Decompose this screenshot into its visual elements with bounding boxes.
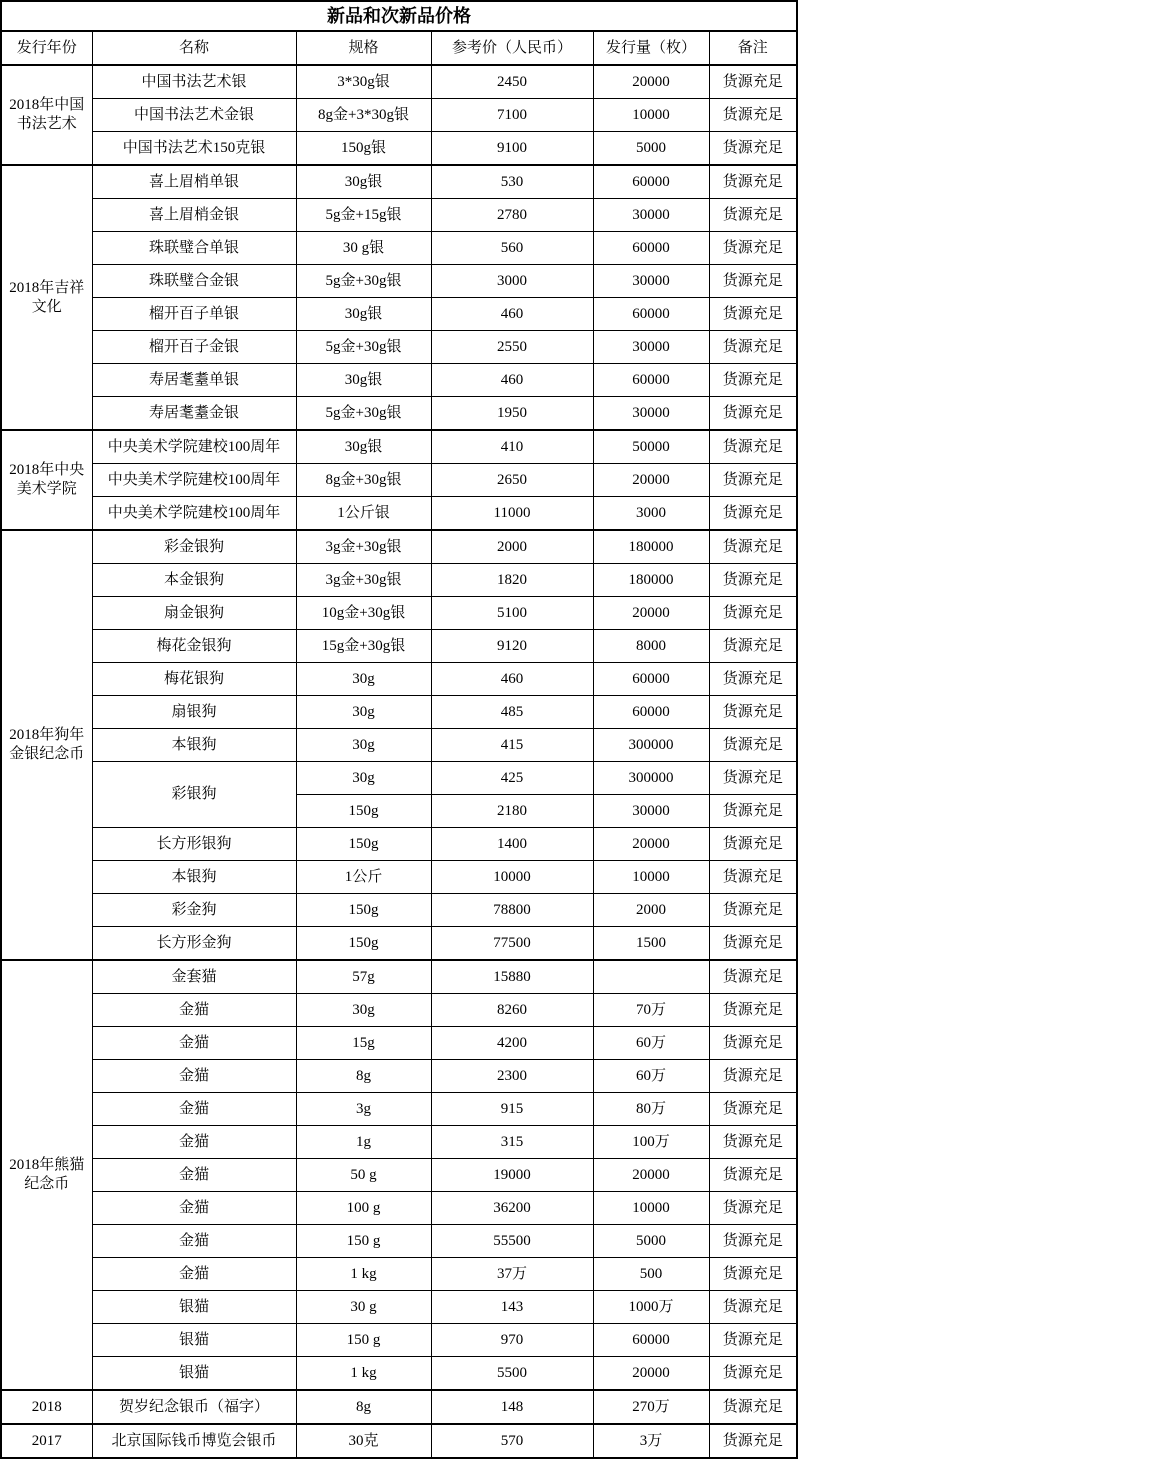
mintage-cell: 60000 — [593, 165, 709, 199]
price-cell: 2650 — [431, 464, 593, 497]
spec-cell: 30g — [296, 729, 431, 762]
note-cell: 货源充足 — [709, 1324, 797, 1357]
note-cell: 货源充足 — [709, 994, 797, 1027]
mintage-cell: 300000 — [593, 762, 709, 795]
note-cell: 货源充足 — [709, 1159, 797, 1192]
header-cell: 发行年份 — [1, 31, 92, 65]
price-cell: 1400 — [431, 828, 593, 861]
table-row — [1, 1291, 797, 1324]
price-cell: 2450 — [431, 65, 593, 99]
spec-cell: 150g — [296, 795, 431, 828]
price-cell: 4200 — [431, 1027, 593, 1060]
spec-cell: 150g — [296, 894, 431, 927]
name-cell: 金猫 — [92, 1060, 296, 1093]
spec-cell: 1公斤 — [296, 861, 431, 894]
spec-cell: 8g金+30g银 — [296, 464, 431, 497]
header-cell: 参考价（人民币） — [431, 31, 593, 65]
table-row — [1, 1192, 797, 1225]
name-cell: 喜上眉梢金银 — [92, 199, 296, 232]
name-cell: 喜上眉梢单银 — [92, 165, 296, 199]
name-cell: 金猫 — [92, 1126, 296, 1159]
price-cell: 19000 — [431, 1159, 593, 1192]
note-cell: 货源充足 — [709, 65, 797, 99]
title-row — [1, 1, 797, 31]
spec-cell: 150g银 — [296, 132, 431, 166]
mintage-cell: 1000万 — [593, 1291, 709, 1324]
price-cell: 460 — [431, 364, 593, 397]
spec-cell: 30g银 — [296, 165, 431, 199]
note-cell: 货源充足 — [709, 1225, 797, 1258]
mintage-cell: 5000 — [593, 132, 709, 166]
name-cell: 金猫 — [92, 1093, 296, 1126]
price-cell: 315 — [431, 1126, 593, 1159]
table-row — [1, 1027, 797, 1060]
year-cell: 2018年熊猫纪念币 — [1, 960, 92, 1390]
table-row — [1, 199, 797, 232]
note-cell: 货源充足 — [709, 1390, 797, 1424]
spec-cell: 30g银 — [296, 364, 431, 397]
price-cell: 11000 — [431, 497, 593, 531]
spec-cell: 30g — [296, 762, 431, 795]
spec-cell: 30g — [296, 994, 431, 1027]
year-cell: 2018年狗年金银纪念币 — [1, 530, 92, 960]
table-row — [1, 165, 797, 199]
mintage-cell: 80万 — [593, 1093, 709, 1126]
mintage-cell: 60000 — [593, 232, 709, 265]
mintage-cell: 180000 — [593, 564, 709, 597]
table-row — [1, 1357, 797, 1391]
spec-cell: 50 g — [296, 1159, 431, 1192]
note-cell: 货源充足 — [709, 397, 797, 431]
mintage-cell: 500 — [593, 1258, 709, 1291]
price-cell: 2000 — [431, 530, 593, 564]
table-head — [1, 1, 797, 65]
header-row — [1, 31, 797, 65]
note-cell: 货源充足 — [709, 1027, 797, 1060]
note-cell: 货源充足 — [709, 1060, 797, 1093]
name-cell: 金猫 — [92, 994, 296, 1027]
mintage-cell: 20000 — [593, 1159, 709, 1192]
mintage-cell: 60万 — [593, 1060, 709, 1093]
name-cell: 中央美术学院建校100周年 — [92, 464, 296, 497]
mintage-cell: 30000 — [593, 265, 709, 298]
note-cell: 货源充足 — [709, 861, 797, 894]
mintage-cell: 270万 — [593, 1390, 709, 1424]
mintage-cell: 50000 — [593, 430, 709, 464]
name-cell: 梅花金银狗 — [92, 630, 296, 663]
note-cell: 货源充足 — [709, 199, 797, 232]
mintage-cell: 70万 — [593, 994, 709, 1027]
table-row — [1, 1390, 797, 1424]
spec-cell: 1 kg — [296, 1357, 431, 1391]
note-cell: 货源充足 — [709, 630, 797, 663]
mintage-cell: 10000 — [593, 861, 709, 894]
table-row — [1, 430, 797, 464]
spec-cell: 57g — [296, 960, 431, 994]
mintage-cell: 3000 — [593, 497, 709, 531]
table-row — [1, 762, 797, 795]
mintage-cell: 30000 — [593, 795, 709, 828]
spec-cell: 150 g — [296, 1324, 431, 1357]
mintage-cell: 100万 — [593, 1126, 709, 1159]
year-cell: 2018年中央美术学院 — [1, 430, 92, 530]
table-row — [1, 1324, 797, 1357]
table-row — [1, 1159, 797, 1192]
note-cell: 货源充足 — [709, 298, 797, 331]
price-cell: 485 — [431, 696, 593, 729]
note-cell: 货源充足 — [709, 165, 797, 199]
name-cell: 中国书法艺术金银 — [92, 99, 296, 132]
price-cell: 970 — [431, 1324, 593, 1357]
price-cell: 460 — [431, 663, 593, 696]
note-cell: 货源充足 — [709, 663, 797, 696]
table-row — [1, 65, 797, 99]
spec-cell: 1 kg — [296, 1258, 431, 1291]
note-cell: 货源充足 — [709, 497, 797, 531]
table-row — [1, 232, 797, 265]
mintage-cell: 30000 — [593, 397, 709, 431]
name-cell: 本金银狗 — [92, 564, 296, 597]
note-cell: 货源充足 — [709, 795, 797, 828]
spec-cell: 5g金+30g银 — [296, 331, 431, 364]
name-cell: 中央美术学院建校100周年 — [92, 430, 296, 464]
spec-cell: 15g — [296, 1027, 431, 1060]
price-cell: 77500 — [431, 927, 593, 961]
spec-cell: 1公斤银 — [296, 497, 431, 531]
spec-cell: 8g金+3*30g银 — [296, 99, 431, 132]
table-row — [1, 894, 797, 927]
note-cell: 货源充足 — [709, 597, 797, 630]
spec-cell: 30 g银 — [296, 232, 431, 265]
table-row — [1, 1424, 797, 1458]
spec-cell: 30g银 — [296, 298, 431, 331]
note-cell: 货源充足 — [709, 364, 797, 397]
price-cell: 8260 — [431, 994, 593, 1027]
spec-cell: 150g — [296, 828, 431, 861]
name-cell: 寿居耄耋金银 — [92, 397, 296, 431]
header-cell: 规格 — [296, 31, 431, 65]
note-cell: 货源充足 — [709, 894, 797, 927]
spec-cell: 10g金+30g银 — [296, 597, 431, 630]
mintage-cell: 60000 — [593, 663, 709, 696]
table-row — [1, 1126, 797, 1159]
spec-cell: 150g — [296, 927, 431, 961]
mintage-cell: 60000 — [593, 298, 709, 331]
table-row — [1, 927, 797, 961]
price-cell: 7100 — [431, 99, 593, 132]
name-cell: 寿居耄耋单银 — [92, 364, 296, 397]
note-cell: 货源充足 — [709, 1126, 797, 1159]
mintage-cell: 10000 — [593, 1192, 709, 1225]
name-cell: 彩金狗 — [92, 894, 296, 927]
note-cell: 货源充足 — [709, 828, 797, 861]
note-cell: 货源充足 — [709, 1357, 797, 1391]
note-cell: 货源充足 — [709, 960, 797, 994]
mintage-cell: 20000 — [593, 597, 709, 630]
note-cell: 货源充足 — [709, 1093, 797, 1126]
name-cell: 金猫 — [92, 1159, 296, 1192]
table-row — [1, 663, 797, 696]
name-cell: 银猫 — [92, 1324, 296, 1357]
table-row — [1, 1225, 797, 1258]
table-row — [1, 696, 797, 729]
note-cell: 货源充足 — [709, 530, 797, 564]
name-cell: 珠联璧合单银 — [92, 232, 296, 265]
header-cell: 名称 — [92, 31, 296, 65]
spec-cell: 5g金+30g银 — [296, 265, 431, 298]
price-cell: 425 — [431, 762, 593, 795]
name-cell: 彩银狗 — [92, 762, 296, 828]
note-cell: 货源充足 — [709, 430, 797, 464]
table-row — [1, 597, 797, 630]
price-cell: 2180 — [431, 795, 593, 828]
note-cell: 货源充足 — [709, 762, 797, 795]
note-cell: 货源充足 — [709, 331, 797, 364]
table-row — [1, 298, 797, 331]
table-row — [1, 994, 797, 1027]
name-cell: 扇金银狗 — [92, 597, 296, 630]
note-cell: 货源充足 — [709, 464, 797, 497]
note-cell: 货源充足 — [709, 132, 797, 166]
price-cell: 415 — [431, 729, 593, 762]
mintage-cell: 60000 — [593, 696, 709, 729]
name-cell: 贺岁纪念银币（福字） — [92, 1390, 296, 1424]
mintage-cell: 10000 — [593, 99, 709, 132]
name-cell: 本银狗 — [92, 729, 296, 762]
table-row — [1, 99, 797, 132]
note-cell: 货源充足 — [709, 232, 797, 265]
note-cell: 货源充足 — [709, 927, 797, 961]
mintage-cell: 60000 — [593, 364, 709, 397]
note-cell: 货源充足 — [709, 99, 797, 132]
name-cell: 本银狗 — [92, 861, 296, 894]
year-cell: 2018年中国书法艺术 — [1, 65, 92, 165]
name-cell: 银猫 — [92, 1291, 296, 1324]
name-cell: 金猫 — [92, 1258, 296, 1291]
price-cell: 915 — [431, 1093, 593, 1126]
name-cell: 金猫 — [92, 1225, 296, 1258]
price-cell: 10000 — [431, 861, 593, 894]
note-cell: 货源充足 — [709, 1424, 797, 1458]
spec-cell: 8g — [296, 1060, 431, 1093]
spec-cell: 5g金+15g银 — [296, 199, 431, 232]
table-row — [1, 564, 797, 597]
price-cell: 2550 — [431, 331, 593, 364]
mintage-cell: 5000 — [593, 1225, 709, 1258]
price-cell: 2780 — [431, 199, 593, 232]
name-cell: 彩金银狗 — [92, 530, 296, 564]
name-cell: 中国书法艺术150克银 — [92, 132, 296, 166]
spec-cell: 3g金+30g银 — [296, 530, 431, 564]
mintage-cell: 180000 — [593, 530, 709, 564]
price-cell: 560 — [431, 232, 593, 265]
name-cell: 中央美术学院建校100周年 — [92, 497, 296, 531]
table-row — [1, 828, 797, 861]
price-cell: 143 — [431, 1291, 593, 1324]
price-cell: 410 — [431, 430, 593, 464]
note-cell: 货源充足 — [709, 1291, 797, 1324]
price-cell: 9120 — [431, 630, 593, 663]
price-cell: 5500 — [431, 1357, 593, 1391]
table-row — [1, 630, 797, 663]
name-cell: 北京国际钱币博览会银币 — [92, 1424, 296, 1458]
year-cell: 2017 — [1, 1424, 92, 1458]
price-cell: 78800 — [431, 894, 593, 927]
table-row — [1, 1093, 797, 1126]
name-cell: 金猫 — [92, 1192, 296, 1225]
spec-cell: 30g银 — [296, 430, 431, 464]
table-row — [1, 530, 797, 564]
spec-cell: 30g — [296, 663, 431, 696]
spec-cell: 1g — [296, 1126, 431, 1159]
spec-cell: 30克 — [296, 1424, 431, 1458]
price-cell: 1820 — [431, 564, 593, 597]
name-cell: 银猫 — [92, 1357, 296, 1391]
price-cell: 9100 — [431, 132, 593, 166]
spec-cell: 3*30g银 — [296, 65, 431, 99]
mintage-cell: 3万 — [593, 1424, 709, 1458]
spec-cell: 5g金+30g银 — [296, 397, 431, 431]
name-cell: 珠联璧合金银 — [92, 265, 296, 298]
mintage-cell: 2000 — [593, 894, 709, 927]
spec-cell: 100 g — [296, 1192, 431, 1225]
mintage-cell: 300000 — [593, 729, 709, 762]
spec-cell: 15g金+30g银 — [296, 630, 431, 663]
spec-cell: 3g金+30g银 — [296, 564, 431, 597]
mintage-cell: 30000 — [593, 199, 709, 232]
spec-cell: 150 g — [296, 1225, 431, 1258]
year-cell: 2018年吉祥文化 — [1, 165, 92, 430]
table-row — [1, 861, 797, 894]
note-cell: 货源充足 — [709, 564, 797, 597]
table-row — [1, 1060, 797, 1093]
note-cell: 货源充足 — [709, 265, 797, 298]
spec-cell: 30g — [296, 696, 431, 729]
name-cell: 长方形金狗 — [92, 927, 296, 961]
price-cell: 530 — [431, 165, 593, 199]
mintage-cell: 20000 — [593, 65, 709, 99]
mintage-cell: 60000 — [593, 1324, 709, 1357]
header-cell: 备注 — [709, 31, 797, 65]
price-cell: 148 — [431, 1390, 593, 1424]
price-cell: 3000 — [431, 265, 593, 298]
price-cell: 460 — [431, 298, 593, 331]
price-cell: 15880 — [431, 960, 593, 994]
price-cell: 37万 — [431, 1258, 593, 1291]
table-row — [1, 331, 797, 364]
note-cell: 货源充足 — [709, 729, 797, 762]
mintage-cell: 20000 — [593, 464, 709, 497]
spec-cell: 8g — [296, 1390, 431, 1424]
note-cell: 货源充足 — [709, 696, 797, 729]
name-cell: 金猫 — [92, 1027, 296, 1060]
note-cell: 货源充足 — [709, 1192, 797, 1225]
spec-cell: 30 g — [296, 1291, 431, 1324]
price-cell: 1950 — [431, 397, 593, 431]
mintage-cell: 8000 — [593, 630, 709, 663]
name-cell: 扇银狗 — [92, 696, 296, 729]
price-cell: 2300 — [431, 1060, 593, 1093]
table-title: 新品和次新品价格 — [1, 1, 797, 31]
header-cell: 发行量（枚） — [593, 31, 709, 65]
table-row — [1, 960, 797, 994]
table-row — [1, 132, 797, 166]
mintage-cell: 20000 — [593, 1357, 709, 1391]
mintage-cell: 60万 — [593, 1027, 709, 1060]
mintage-cell: 20000 — [593, 828, 709, 861]
table-row — [1, 497, 797, 531]
mintage-cell: 1500 — [593, 927, 709, 961]
table-row — [1, 729, 797, 762]
name-cell: 中国书法艺术银 — [92, 65, 296, 99]
price-cell: 5100 — [431, 597, 593, 630]
name-cell: 榴开百子金银 — [92, 331, 296, 364]
name-cell: 榴开百子单银 — [92, 298, 296, 331]
table-row — [1, 265, 797, 298]
price-cell: 55500 — [431, 1225, 593, 1258]
mintage-cell — [593, 960, 709, 994]
price-cell: 36200 — [431, 1192, 593, 1225]
spec-cell: 3g — [296, 1093, 431, 1126]
mintage-cell: 30000 — [593, 331, 709, 364]
table-row — [1, 397, 797, 431]
price-cell: 570 — [431, 1424, 593, 1458]
note-cell: 货源充足 — [709, 1258, 797, 1291]
name-cell: 梅花银狗 — [92, 663, 296, 696]
table-row — [1, 1258, 797, 1291]
table-row — [1, 464, 797, 497]
table-body — [1, 65, 797, 1458]
name-cell: 长方形银狗 — [92, 828, 296, 861]
table-row — [1, 364, 797, 397]
year-cell: 2018 — [1, 1390, 92, 1424]
name-cell: 金套猫 — [92, 960, 296, 994]
